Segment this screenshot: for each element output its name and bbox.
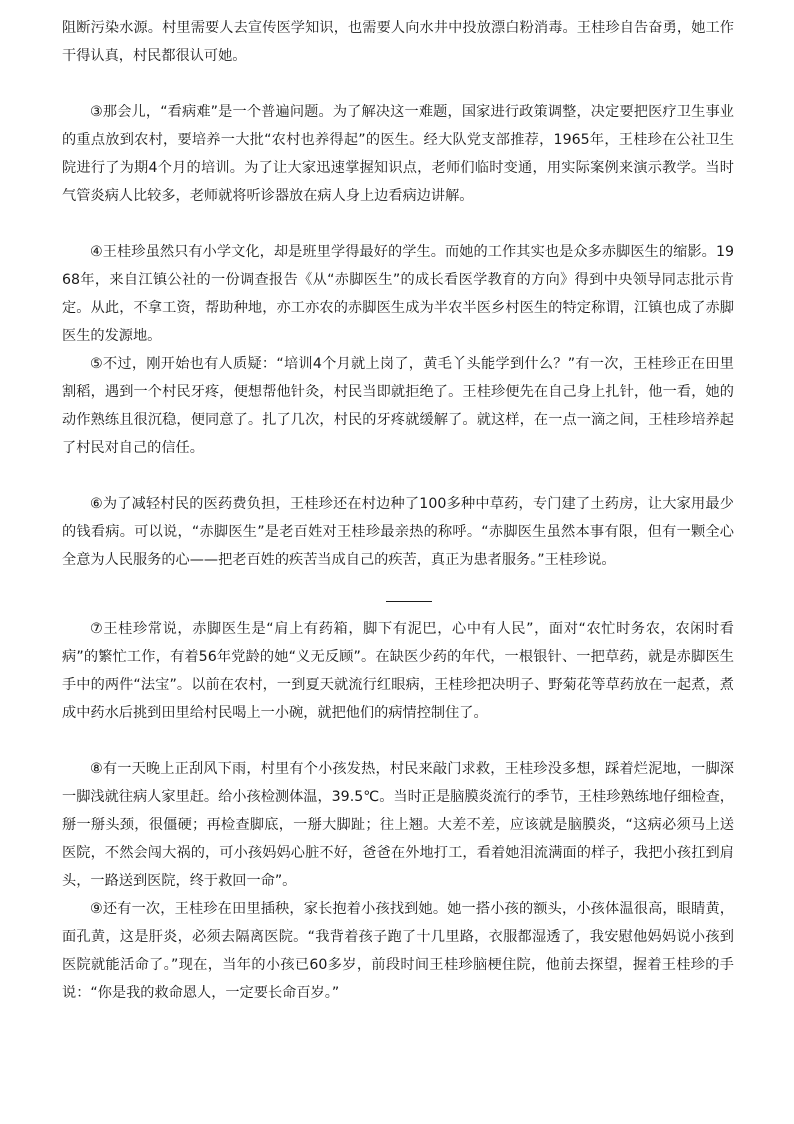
paragraph-7: ⑦王桂珍常说，赤脚医生是“肩上有药箱，脚下有泥巴，心中有人民”，面对“农忙时务农，农闲时看病”的繁忙工作，有着56年党龄的她“义无反顾”。在缺医少药的年代，一根银针、一把草药，就是赤脚医生手中的两件“法宝”。以前在农村，一到夏天就流行红眼病，王桂珍把决明子、野菊花等草药放在一起煮，煮成中药水后挑到田里给村民喝上一小碗，就把他们的病情控制住了。 — [62, 621, 734, 721]
paragraph-6: ⑥为了减轻村民的医药费负担，王桂珍还在村边种了100多种中草药，专门建了土药房，让大家用最少的钱看病。可以说，“赤脚医生”是老百姓对王桂珍最亲热的称呼。“赤脚医生虽然本事有限，但有一颗全心全意为人民服务的心——把老百姓的疾苦当成自己的疾苦，真正为患者服务。”王桂珍说。 — [62, 496, 734, 568]
paragraph-8: ⑧有一天晚上正刮风下雨，村里有个小孩发热，村民来敲门求救，王桂珍没多想，踩着烂泥地，一脚深一脚浅就往病人家里赶。给小孩检测体温，39.5℃。当时正是脑膜炎流行的季节，王桂珍熟练地仔细检查，掰一掰头颈，很僵硬；再检查脚底，一掰大脚趾；往上翘。大差不差，应该就是脑膜炎，“这病必须马上送医院，不然会闯大祸的，可小孩妈妈心脏不好，爸爸在外地打工，看着她泪流满面的样子，我把小孩扛到肩头，一路送到医院，终于救回一命”。 — [62, 761, 734, 889]
paragraph-3: ③那会儿，“看病难”是一个普遍问题。为了解决这一难题，国家进行政策调整，决定要把医疗卫生事业的重点放到农村，要培养一大批“农村也养得起”的医生。经大队党支部推荐，1965年，王桂珍在公社卫生院进行了为期4个月的培训。为了让大家迅速掌握知识点，老师们临时变通，用实际案例来演示教学。当时气管炎病人比较多，老师就将听诊器放在病人身上边看病边讲解。 — [62, 104, 734, 204]
paragraph-continuation: 阻断污染水源。村里需要人去宣传医学知识，也需要人向水井中投放漂白粉消毒。王桂珍自告奋勇，她工作干得认真，村民都很认可她。 — [62, 20, 734, 64]
paragraph-9: ⑨还有一次，王桂珍在田里插秧，家长抱着小孩找到她。她一搭小孩的额头，小孩体温很高，眼睛黄，面孔黄，这是肝炎，必须去隔离医院。“我背着孩子跑了十几里路，衣服都湿透了，我安慰他妈妈说小孩到医院就能活命了。”现在，当年的小孩已60多岁，前段时间王桂珍脑梗住院，他前去探望，握着王桂珍的手说：“你是我的救命恩人，一定要长命百岁。” — [62, 901, 734, 1001]
paragraph-5: ⑤不过，刚开始也有人质疑：“培训4个月就上岗了，黄毛丫头能学到什么？”有一次，王桂珍正在田里割稻，遇到一个村民牙疼，便想帮他针灸，村民当即就拒绝了。王桂珍便先在自己身上扎针，他一看，她的动作熟练且很沉稳，便同意了。扎了几次，村民的牙疼就缓解了。就这样，在一点一滴之间，王桂珍培养起了村民对自己的信任。 — [62, 356, 734, 456]
section-divider — [386, 601, 432, 602]
paragraph-4: ④王桂珍虽然只有小学文化，却是班里学得最好的学生。而她的工作其实也是众多赤脚医生的缩影。1968年，来自江镇公社的一份调查报告《从“赤脚医生”的成长看医学教育的方向》得到中央领导同志批示肯定。从此，不拿工资，帮助种地，亦工亦农的赤脚医生成为半农半医乡村医生的特定称谓，江镇也成了赤脚医生的发源地。 — [62, 244, 734, 344]
